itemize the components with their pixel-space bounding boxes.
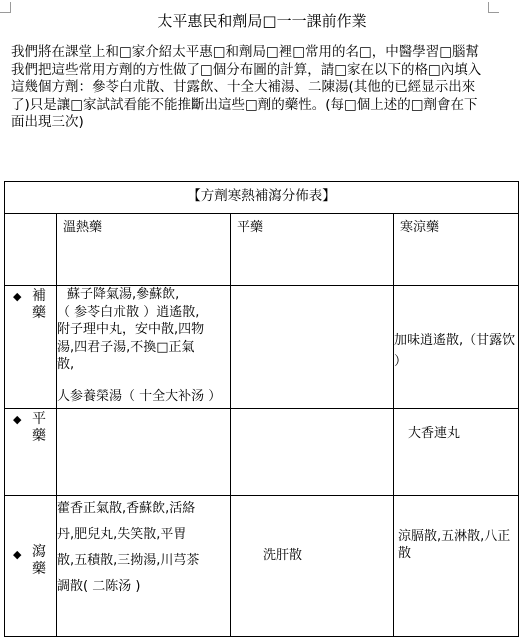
purgative-neutral-cell: 洗肝散 xyxy=(231,496,394,637)
table-caption: 【方劑寒熱補瀉分佈表】 xyxy=(187,188,336,204)
tonic-cold-cell: 加味逍遙散,（甘露饮 ） xyxy=(394,286,519,409)
purgative-cold-cell: 涼膈散,五淋散,八正散 xyxy=(394,496,519,637)
diamond-bullet-icon: ◆ xyxy=(13,548,22,561)
row-header-tonic xyxy=(5,286,57,409)
tonic-warm-extra: 人参養榮湯（ 十全大补汤 ） xyxy=(57,388,222,404)
column-header-warm: 溫熱藥 xyxy=(57,214,231,286)
row-label-tonic: 補藥 xyxy=(32,288,46,321)
row-label-purgative: 瀉藥 xyxy=(32,544,46,577)
column-header-cold: 寒涼藥 xyxy=(394,214,519,286)
intro-paragraph: 我們將在課堂上和□家介紹太平惠□和劑局□裡□常用的名□，中醫學習□腦幫我們把這些常用方劑的方性做了□個分布圖的計算，請□家在以下的格□內填入這幾個方劑：參苓白朮散、甘露飲、十全大補湯、二陳湯(其他的已經显示出來了)只是讓□家試試看能不能推斷出這些□劑的藥性。(每□個上述的□劑會在下面出現三次) xyxy=(11,44,482,130)
row-header-neutral xyxy=(5,409,57,496)
corner-cell xyxy=(5,214,57,286)
tonic-warm-cell: 蘇子降氣湯,參蘇飲, （ 参苓白朮散 ）逍遙散, 附子理中丸，安中散,四物 湯,四君子湯,不換□正氣 散, 人参養榮湯（ 十全大补汤 ） xyxy=(57,286,231,409)
column-header-neutral: 平藥 xyxy=(231,214,394,286)
diamond-bullet-icon: ◆ xyxy=(13,413,22,426)
purgative-warm-cell: 藿香正氣散,香蘇飲,活絡 丹,肥兒丸,失笑散,平胃 散,五積散,三拗湯,川芎茶 調散( 二陈汤 ) xyxy=(57,496,231,637)
row-header-purgative xyxy=(5,496,57,637)
table-caption-cell xyxy=(5,182,519,214)
distribution-table xyxy=(4,181,519,637)
row-label-neutral: 平藥 xyxy=(32,411,46,444)
document-title: 太平惠民和劑局□一一課前作業 xyxy=(157,12,367,30)
neutral-cold-cell: 大香連丸 xyxy=(394,409,519,496)
tonic-neutral-cell xyxy=(231,286,394,409)
neutral-neutral-cell xyxy=(231,409,394,496)
diamond-bullet-icon: ◆ xyxy=(13,290,22,303)
neutral-warm-cell xyxy=(57,409,231,496)
